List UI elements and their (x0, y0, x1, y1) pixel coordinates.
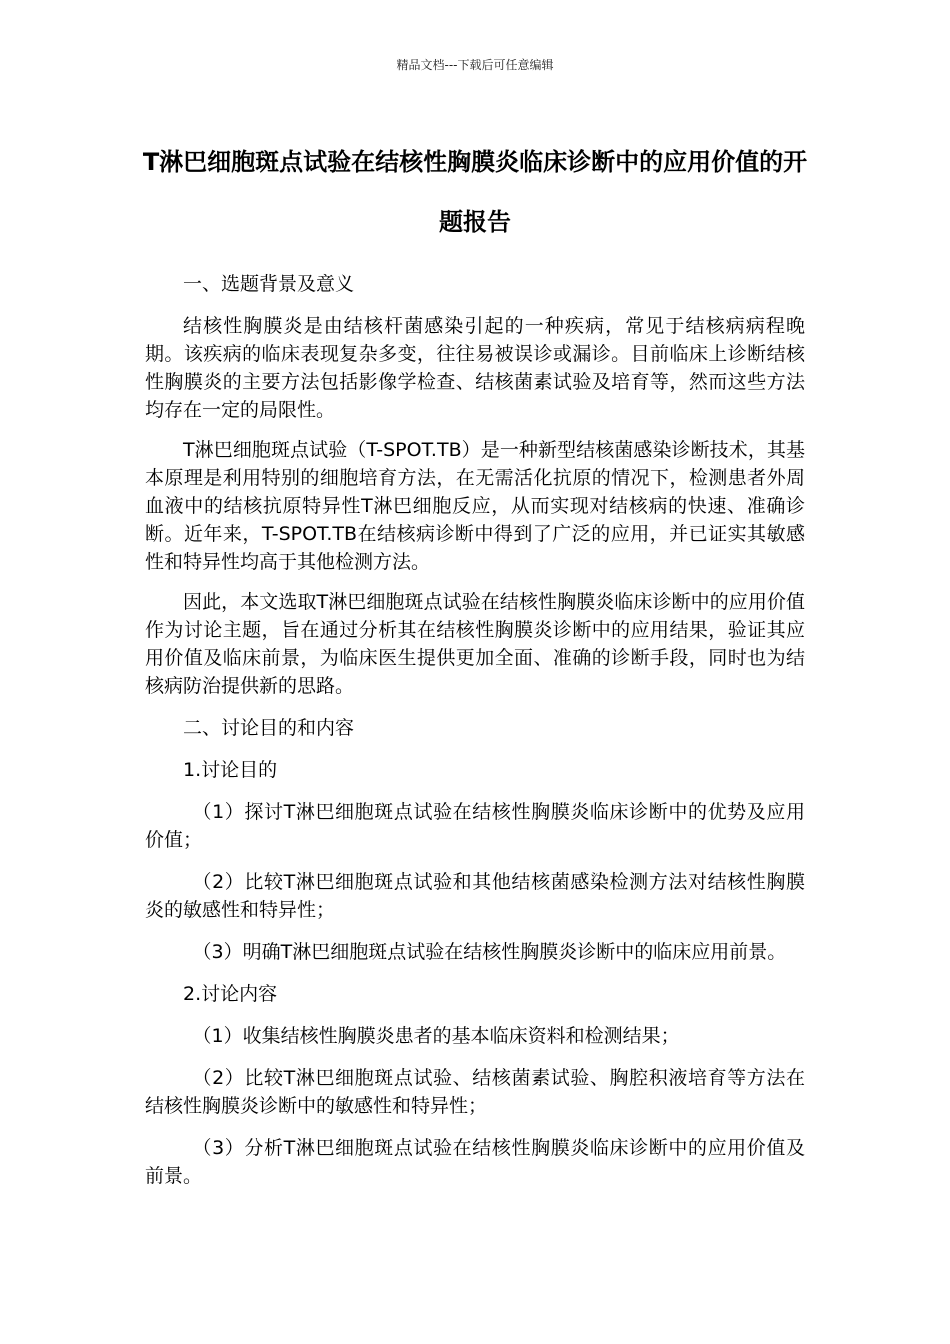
goal-item-2: （2）比较T淋巴细胞斑点试验和其他结核菌感染检测方法对结核性胸膜炎的敏感性和特异性； (145, 871, 805, 921)
document-title: T淋巴细胞斑点试验在结核性胸膜炎临床诊断中的应用价值的开题报告 (142, 148, 808, 236)
page-header-note: 精品文档---下载后可任意编辑 (396, 58, 554, 72)
section-heading-goals-content: 二、讨论目的和内容 (183, 717, 355, 739)
paragraph-background-1: 结核性胸膜炎是由结核杆菌感染引起的一种疾病，常见于结核病病程晚期。该疾病的临床表现复杂多变，往往易被误诊或漏诊。目前临床上诊断结核性胸膜炎的主要方法包括影像学检查、结核菌素试验及培育等，然而这些方法均存在一定的局限性。 (145, 315, 805, 421)
subheading-content: 2.讨论内容 (183, 983, 278, 1005)
paragraph-background-3: 因此，本文选取T淋巴细胞斑点试验在结核性胸膜炎临床诊断中的应用价值作为讨论主题，旨在通过分析其在结核性胸膜炎诊断中的应用结果，验证其应用价值及临床前景，为临床医生提供更加全面、准确的诊断手段，同时也为结核病防治提供新的思路。 (145, 591, 805, 697)
content-item-2: （2）比较T淋巴细胞斑点试验、结核菌素试验、胸腔积液培育等方法在结核性胸膜炎诊断中的敏感性和特异性； (145, 1067, 805, 1117)
goal-item-1: （1）探讨T淋巴细胞斑点试验在结核性胸膜炎临床诊断中的优势及应用价值； (145, 801, 805, 851)
goal-item-3: （3）明确T淋巴细胞斑点试验在结核性胸膜炎诊断中的临床应用前景。 (192, 941, 787, 963)
content-item-3: （3）分析T淋巴细胞斑点试验在结核性胸膜炎临床诊断中的应用价值及前景。 (145, 1137, 805, 1187)
section-heading-background: 一、选题背景及意义 (183, 273, 355, 295)
document-body (145, 270, 805, 1204)
subheading-goals: 1.讨论目的 (183, 759, 278, 781)
paragraph-background-2: T淋巴细胞斑点试验（T-SPOT.TB）是一种新型结核菌感染诊断技术，其基本原理是利用特别的细胞培育方法，在无需活化抗原的情况下，检测患者外周血液中的结核抗原特异性T淋巴细胞反应，从而实现对结核病的快速、准确诊断。近年来，T-SPOT.TB在结核病诊断中得到了广泛的应用，并已证实其敏感性和特异性均高于其他检测方法。 (145, 439, 805, 573)
content-item-1: （1）收集结核性胸膜炎患者的基本临床资料和检测结果； (192, 1025, 680, 1047)
